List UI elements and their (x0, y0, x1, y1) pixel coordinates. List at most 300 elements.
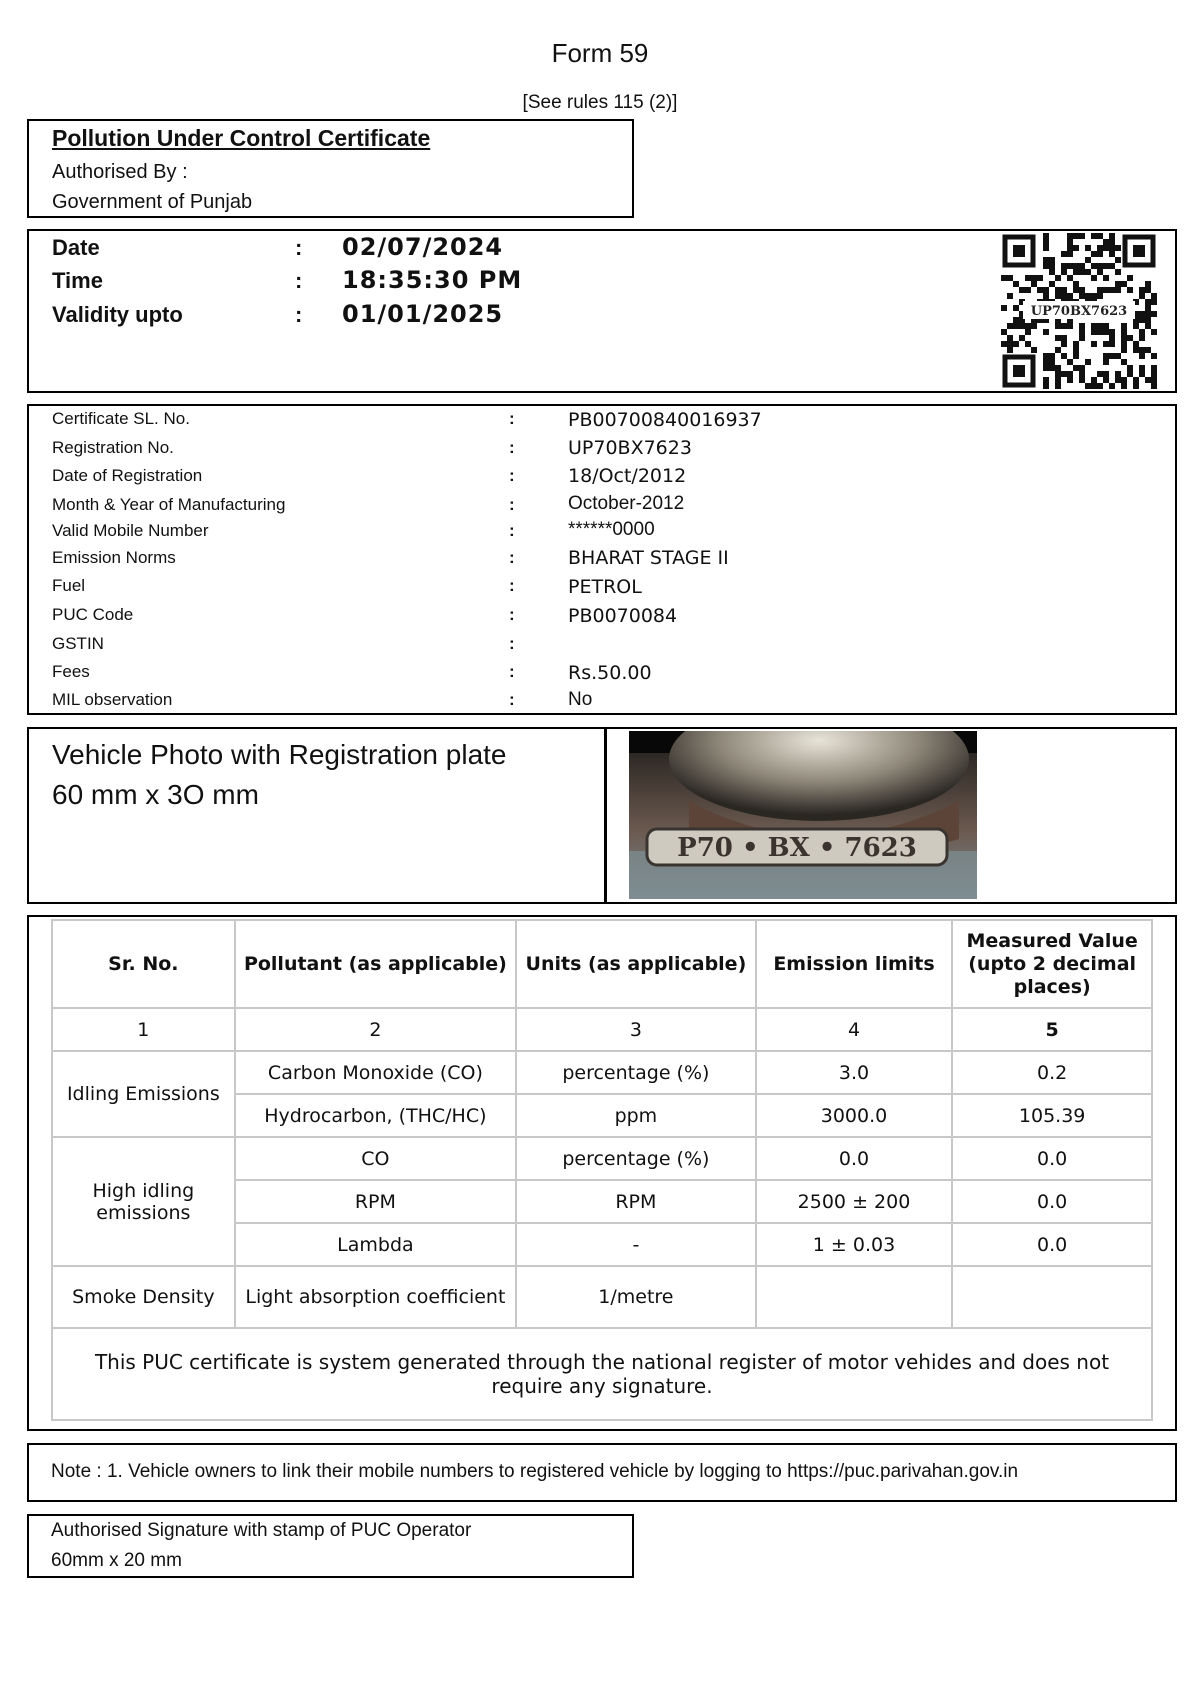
detail-colon: : (509, 576, 515, 595)
qr-module (1139, 353, 1145, 359)
authority-name: Government of Punjab (52, 191, 253, 213)
qr-module (1145, 281, 1151, 287)
time-label: Time (52, 268, 103, 293)
qr-module (1121, 329, 1127, 335)
qr-module (1061, 335, 1067, 341)
qr-module (1031, 275, 1037, 281)
qr-module (1079, 263, 1085, 269)
photo-divider (604, 729, 607, 902)
qr-module (1073, 245, 1079, 251)
qr-module (1067, 263, 1073, 269)
validity-colon: : (295, 302, 303, 327)
detail-label: Fuel (52, 576, 86, 595)
qr-module (1079, 371, 1085, 377)
qr-module (1097, 233, 1103, 239)
qr-module (1109, 383, 1115, 389)
qr-module (1067, 251, 1073, 257)
qr-module (1127, 371, 1133, 377)
qr-module (1013, 305, 1019, 311)
pollutant-cell: Hydrocarbon, (THC/HC) (235, 1094, 516, 1137)
header-row (52, 920, 1152, 1008)
qr-module (1151, 365, 1157, 371)
qr-module (1109, 287, 1115, 293)
qr-module (1145, 311, 1151, 317)
qr-module (1133, 383, 1139, 389)
qr-module (1115, 371, 1121, 377)
qr-module (1067, 245, 1073, 251)
qr-module (1151, 299, 1157, 305)
qr-module (1133, 347, 1139, 353)
qr-module (1091, 329, 1097, 335)
qr-module (1103, 275, 1109, 281)
qr-module (1085, 383, 1091, 389)
detail-colon: : (509, 466, 515, 485)
photo-label (52, 735, 507, 815)
col-num: 3 (516, 1008, 756, 1051)
col-num: 4 (756, 1008, 953, 1051)
qr-module (1001, 275, 1007, 281)
detail-label: MIL observation (52, 690, 173, 709)
qr-module (1091, 341, 1097, 347)
qr-module (1145, 287, 1151, 293)
pollutant-cell: Light absorption coefficient (235, 1266, 516, 1328)
qr-module (1151, 353, 1157, 359)
date-value: 02/07/2024 (342, 233, 504, 261)
qr-module (1103, 329, 1109, 335)
qr-module (1091, 263, 1097, 269)
detail-value: October-2012 (568, 493, 685, 514)
qr-module (1085, 257, 1091, 263)
qr-module (1007, 335, 1013, 341)
qr-module (1133, 323, 1139, 329)
qr-module (1151, 377, 1157, 383)
qr-module (1133, 341, 1139, 347)
detail-label: Date of Registration (52, 466, 203, 485)
unit-cell: RPM (516, 1180, 756, 1223)
qr-module (1061, 293, 1067, 299)
qr-module (1139, 329, 1145, 335)
qr-module (1049, 263, 1055, 269)
qr-module (1073, 365, 1079, 371)
detail-value: ******0000 (568, 519, 655, 540)
pollutant-cell: Carbon Monoxide (CO) (235, 1051, 516, 1094)
validity-value: 01/01/2025 (342, 300, 504, 328)
qr-module (1073, 287, 1079, 293)
qr-module (1067, 371, 1073, 377)
measured-cell (952, 1266, 1152, 1328)
note-text: Note : 1. Vehicle owners to link their mobile numbers to registered vehicle by logging to https://puc.parivahan.gov.in (51, 1461, 1019, 1482)
qr-module (1079, 287, 1085, 293)
qr-module (1079, 323, 1085, 329)
qr-module (1109, 329, 1115, 335)
qr-module (1109, 353, 1115, 359)
qr-module (1085, 269, 1091, 275)
qr-module (1151, 371, 1157, 377)
qr-module (1103, 245, 1109, 251)
qr-code (1001, 233, 1157, 389)
qr-module (1025, 323, 1031, 329)
measured-cell: 105.39 (952, 1094, 1152, 1137)
vehicle-photo (629, 731, 977, 899)
qr-module (1043, 359, 1049, 365)
header-sr-no: Sr. No. (52, 920, 235, 1008)
authorised-by-label: Authorised By : (52, 161, 188, 183)
qr-module (1055, 383, 1061, 389)
qr-caption: UP70BX7623 (1030, 304, 1128, 319)
detail-colon: : (509, 409, 515, 428)
detail-value: BHARAT STAGE II (568, 547, 729, 569)
qr-module (1121, 341, 1127, 347)
qr-module (1085, 359, 1091, 365)
qr-module (1067, 359, 1073, 365)
qr-module (1109, 245, 1115, 251)
qr-module (1061, 287, 1067, 293)
column-number-row (52, 1008, 1152, 1051)
qr-module (1073, 353, 1079, 359)
qr-module (1079, 377, 1085, 383)
validity-label: Validity upto (52, 302, 183, 327)
form-rules: [See rules 115 (2)] (522, 92, 678, 113)
qr-module (1079, 365, 1085, 371)
qr-module (1043, 365, 1049, 371)
qr-module (1037, 287, 1043, 293)
qr-module (1055, 287, 1061, 293)
qr-module (1121, 281, 1127, 287)
qr-module (1097, 323, 1103, 329)
qr-module (1043, 383, 1049, 389)
qr-module (1049, 269, 1055, 275)
detail-label: Valid Mobile Number (52, 521, 209, 540)
detail-value: UP70BX7623 (568, 437, 692, 459)
qr-module (1061, 353, 1067, 359)
qr-module (1055, 323, 1061, 329)
qr-module (1133, 377, 1139, 383)
qr-module (1097, 383, 1103, 389)
qr-module (1079, 329, 1085, 335)
qr-module (1097, 251, 1103, 257)
qr-module (1055, 365, 1061, 371)
detail-label: GSTIN (52, 634, 104, 653)
qr-module (1091, 377, 1097, 383)
header-pollutant: Pollutant (as applicable) (235, 920, 516, 1008)
qr-module (1121, 383, 1127, 389)
qr-module (1097, 293, 1103, 299)
pollutant-cell: RPM (235, 1180, 516, 1223)
col-num: 5 (952, 1008, 1152, 1051)
qr-module (1049, 365, 1055, 371)
qr-module (1127, 365, 1133, 371)
qr-module (1109, 251, 1115, 257)
detail-label: Registration No. (52, 438, 174, 457)
validity-box (27, 229, 1177, 393)
qr-module (1091, 275, 1097, 281)
signature-size: 60mm x 20 mm (51, 1550, 182, 1571)
qr-module (1109, 239, 1115, 245)
qr-module (1073, 263, 1079, 269)
date-colon: : (295, 235, 303, 260)
qr-module (1067, 275, 1073, 281)
time-value: 18:35:30 PM (342, 266, 523, 294)
qr-module (1025, 329, 1031, 335)
qr-module (1127, 335, 1133, 341)
qr-module (1013, 341, 1019, 347)
qr-module (1073, 233, 1079, 239)
qr-module (1151, 329, 1157, 335)
qr-module (1067, 233, 1073, 239)
detail-colon: : (509, 438, 515, 457)
qr-module (1103, 323, 1109, 329)
qr-module (1109, 335, 1115, 341)
qr-module (1067, 239, 1073, 245)
qr-module (1139, 287, 1145, 293)
qr-module (1031, 281, 1037, 287)
detail-label: Emission Norms (52, 548, 176, 567)
qr-module (1007, 275, 1013, 281)
photo-label-line2: 60 mm x 3O mm (52, 779, 259, 810)
qr-module (1145, 299, 1151, 305)
qr-module (1073, 269, 1079, 275)
qr-module (1043, 263, 1049, 269)
qr-module (1049, 353, 1055, 359)
measured-cell: 0.0 (952, 1180, 1152, 1223)
certificate-title: Pollution Under Control Certificate (52, 125, 431, 151)
unit-cell: percentage (%) (516, 1051, 756, 1094)
emissions-table-box (27, 915, 1177, 1431)
qr-module (1109, 233, 1115, 239)
time-colon: : (295, 268, 303, 293)
qr-module (1079, 293, 1085, 299)
qr-module (1121, 335, 1127, 341)
qr-module (1091, 251, 1097, 257)
qr-module (1085, 245, 1091, 251)
qr-module (1121, 359, 1127, 365)
qr-module (1139, 335, 1145, 341)
certificate-details-box (27, 404, 1177, 715)
qr-module (1115, 257, 1121, 263)
qr-module (1013, 281, 1019, 287)
qr-module (1061, 251, 1067, 257)
qr-module (1049, 359, 1055, 365)
plate-text: P70 • BX • 7623 (677, 833, 917, 863)
qr-module (1127, 275, 1133, 281)
detail-value: Rs.50.00 (568, 662, 652, 684)
limit-cell: 3.0 (756, 1051, 953, 1094)
qr-module (1115, 245, 1121, 251)
detail-colon: : (509, 548, 515, 567)
detail-colon: : (509, 662, 515, 681)
qr-module (1019, 287, 1025, 293)
smoke-density-label: Smoke Density (52, 1266, 235, 1328)
header-limits: Emission limits (756, 920, 953, 1008)
qr-module (1115, 269, 1121, 275)
qr-module (1043, 257, 1049, 263)
header-units: Units (as applicable) (516, 920, 756, 1008)
qr-module (1091, 323, 1097, 329)
qr-module (1097, 269, 1103, 275)
qr-module (1115, 287, 1121, 293)
header-measured: Measured Value (upto 2 decimal places) (952, 920, 1152, 1008)
qr-module (1055, 347, 1061, 353)
qr-module (1151, 383, 1157, 389)
qr-module (1139, 311, 1145, 317)
qr-module (1067, 323, 1073, 329)
high-idling-label: High idling emissions (52, 1137, 235, 1266)
qr-module (1103, 239, 1109, 245)
detail-label: Fees (52, 662, 90, 681)
qr-module (1139, 365, 1145, 371)
form-title: Form 59 (551, 38, 649, 68)
qr-module (1043, 293, 1049, 299)
limit-cell: 1 ± 0.03 (756, 1223, 953, 1266)
signature-box (27, 1514, 634, 1578)
qr-module (1109, 341, 1115, 347)
qr-module (1055, 293, 1061, 299)
col-num: 1 (52, 1008, 235, 1051)
measured-cell: 0.2 (952, 1051, 1152, 1094)
qr-module (1091, 293, 1097, 299)
qr-module (1139, 371, 1145, 377)
pollutant-cell: Lambda (235, 1223, 516, 1266)
emissions-table (51, 919, 1153, 1421)
qr-module (1007, 347, 1013, 353)
qr-module (1043, 353, 1049, 359)
pollutant-cell: CO (235, 1137, 516, 1180)
qr-module (1061, 371, 1067, 377)
qr-module (1145, 347, 1151, 353)
qr-module (1079, 233, 1085, 239)
qr-module (1139, 317, 1145, 323)
limit-cell: 2500 ± 200 (756, 1180, 953, 1223)
qr-module (1127, 287, 1133, 293)
qr-module (1055, 377, 1061, 383)
qr-module (1025, 287, 1031, 293)
qr-module (1151, 311, 1157, 317)
limit-cell: 3000.0 (756, 1094, 953, 1137)
qr-module (1061, 341, 1067, 347)
unit-cell: 1/metre (516, 1266, 756, 1328)
qr-module (1121, 347, 1127, 353)
qr-module (1109, 263, 1115, 269)
qr-module (1025, 341, 1031, 347)
qr-module (1043, 239, 1049, 245)
qr-module (1043, 329, 1049, 335)
authority-box (27, 119, 634, 218)
detail-colon: : (509, 605, 515, 624)
qr-module (1067, 293, 1073, 299)
qr-module (1067, 377, 1073, 383)
qr-module (1085, 293, 1091, 299)
qr-module (1103, 371, 1109, 377)
qr-module (1073, 347, 1079, 353)
qr-module (1115, 281, 1121, 287)
qr-module (1001, 329, 1007, 335)
qr-module (1103, 263, 1109, 269)
measured-cell: 0.0 (952, 1223, 1152, 1266)
qr-module (1007, 293, 1013, 299)
qr-module (1043, 287, 1049, 293)
date-label: Date (52, 235, 100, 260)
unit-cell: - (516, 1223, 756, 1266)
qr-module (1019, 323, 1025, 329)
qr-module (1145, 323, 1151, 329)
detail-value: No (568, 689, 593, 710)
detail-value: 18/Oct/2012 (568, 465, 687, 487)
detail-colon: : (509, 521, 515, 540)
qr-module (1091, 233, 1097, 239)
qr-module (1001, 341, 1007, 347)
qr-module (1145, 317, 1151, 323)
col-num: 2 (235, 1008, 516, 1051)
qr-module (1121, 323, 1127, 329)
qr-module (1007, 341, 1013, 347)
qr-module (1097, 263, 1103, 269)
qr-module (1061, 323, 1067, 329)
qr-module (1097, 245, 1103, 251)
qr-module (1031, 323, 1037, 329)
qr-module (1001, 305, 1007, 311)
qr-module (1073, 281, 1079, 287)
qr-module (1049, 281, 1055, 287)
qr-module (1145, 377, 1151, 383)
detail-label: Month & Year of Manufacturing (52, 495, 286, 514)
detail-label: PUC Code (52, 605, 134, 624)
qr-module (1007, 323, 1013, 329)
detail-colon: : (509, 495, 515, 514)
qr-module (1013, 317, 1019, 323)
qr-module (1139, 293, 1145, 299)
detail-colon: : (509, 690, 515, 709)
qr-module (1055, 275, 1061, 281)
limit-cell (756, 1266, 953, 1328)
qr-module (1043, 377, 1049, 383)
detail-value: PB00700840016937 (568, 409, 762, 431)
qr-module (1061, 269, 1067, 275)
qr-module (1079, 269, 1085, 275)
qr-module (1013, 323, 1019, 329)
qr-module (1019, 335, 1025, 341)
qr-module (1025, 275, 1031, 281)
table-row (52, 1137, 1152, 1180)
qr-module (1043, 233, 1049, 239)
system-generated-notice: This PUC certificate is system generated through the national register of motor vehides and does not require any signature. (52, 1328, 1152, 1420)
qr-module (1043, 245, 1049, 251)
notice-row (52, 1328, 1152, 1420)
note-box (27, 1443, 1177, 1502)
qr-module (1061, 263, 1067, 269)
measured-cell: 0.0 (952, 1137, 1152, 1180)
signature-label: Authorised Signature with stamp of PUC Operator (51, 1520, 472, 1541)
vehicle-photo-box (27, 727, 1177, 904)
unit-cell: percentage (%) (516, 1137, 756, 1180)
qr-module (1145, 305, 1151, 311)
qr-module (1103, 359, 1109, 365)
detail-colon: : (509, 634, 515, 653)
detail-label: Certificate SL. No. (52, 409, 190, 428)
unit-cell: ppm (516, 1094, 756, 1137)
qr-module (1151, 293, 1157, 299)
detail-value: PETROL (568, 576, 642, 598)
qr-module (1103, 341, 1109, 347)
qr-module (1073, 341, 1079, 347)
qr-module (1055, 371, 1061, 377)
table-row (52, 1051, 1152, 1094)
qr-module (1031, 347, 1037, 353)
qr-module (1097, 287, 1103, 293)
qr-module (1091, 383, 1097, 389)
qr-module (1097, 329, 1103, 335)
qr-module (1139, 347, 1145, 353)
idling-label: Idling Emissions (52, 1051, 235, 1137)
